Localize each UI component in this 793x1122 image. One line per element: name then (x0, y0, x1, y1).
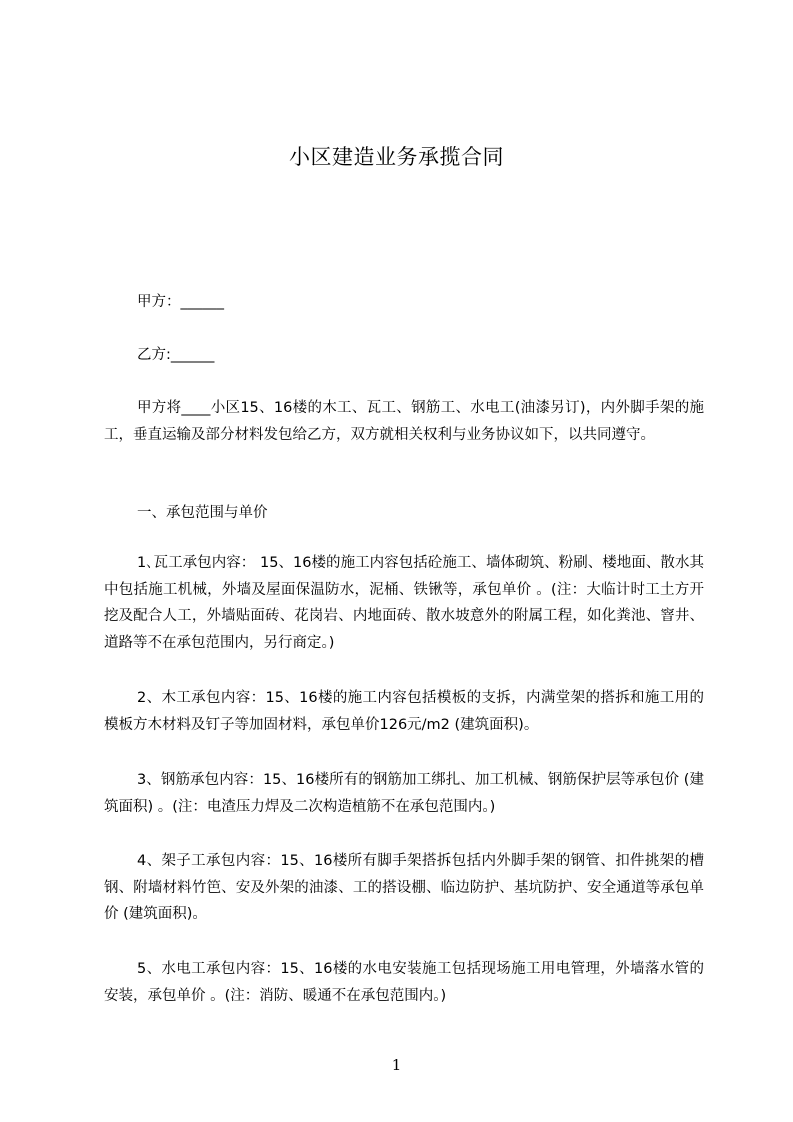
document-title: 小区建造业务承揽合同 (289, 145, 504, 169)
party-a-line: 甲方：______ (137, 294, 224, 310)
party-b-line: 乙方:______ (137, 347, 215, 363)
clause-item: 2、木工承包内容：15、16楼的施工内容包括模板的支拆，内满堂架的搭拆和施工用的模板方木材料及钉子等加固材料，承包单价126元/m2 (建筑面积)。 (104, 690, 704, 733)
intro-paragraph: 甲方将____小区15、16楼的木工、瓦工、钢筋工、水电工(油漆另订)，内外脚手架的施工，垂直运输及部分材料发包给乙方，双方就相关权利与业务协议如下，以共同遵守。 (104, 400, 704, 443)
clause-item: 3、钢筋承包内容：15、16楼所有的钢筋加工绑扎、加工机械、钢筋保护层等承包价 (建筑面积) 。(注：电渣压力焊及二次构造植筋不在承包范围内。) (104, 772, 704, 815)
clause-item: 1､瓦工承包内容： 15、16楼的施工内容包括砼施工、墙体砌筑、粉刷、楼地面、散水其中包括施工机械，外墙及屋面保温防水，泥桶、铁锹等，承包单价 。(注：大临计时工土方开挖及配合人工，外墙贴面砖、花岗岩、内地面砖、散水坡意外的附属工程，如化粪池、窨井、道路等不在承包范围内，另行商定。) (104, 555, 704, 651)
page-number: 1 (391, 1056, 402, 1074)
clause-item: 4、架子工承包内容：15、16楼所有脚手架搭拆包括内外脚手架的钢管、扣件挑架的槽钢、附墙材料竹笆、安及外架的油漆、工的搭设棚、临边防护、基坑防护、安全通道等承包单价 (建筑面积)。 (104, 853, 704, 922)
section-heading: 一、承包范围与单价 (137, 505, 268, 521)
clause-item: 5、水电工承包内容：15、16楼的水电安装施工包括现场施工用电管理，外墙落水管的安装，承包单价 。(注：消防、暖通不在承包范围内。) (104, 961, 704, 1004)
